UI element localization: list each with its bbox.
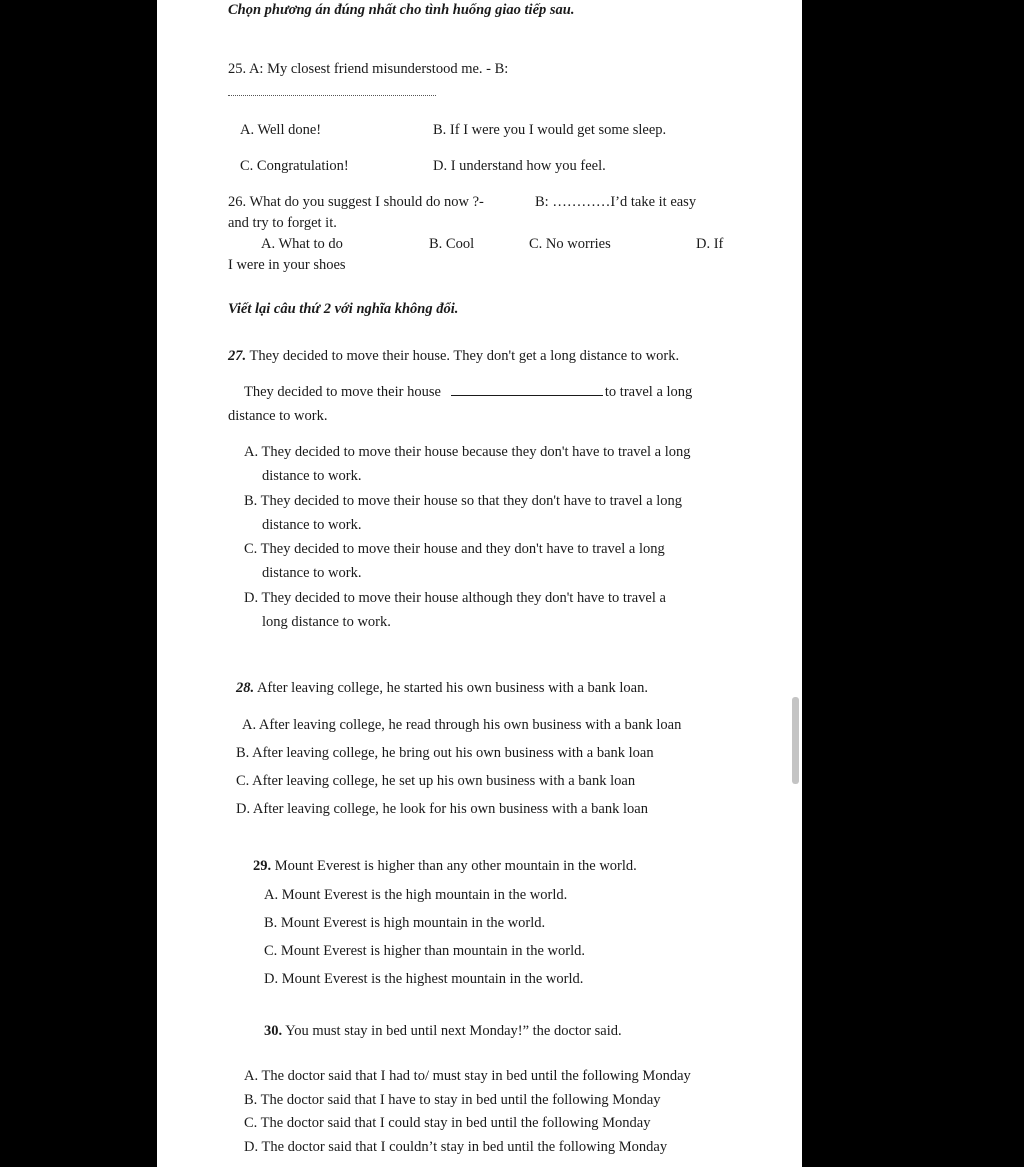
q30-option-a: A. The doctor said that I had to/ must stay in bed until the following Monday [244,1068,691,1084]
q26-stem-b: B: …………I’d take it easy [535,194,697,210]
q30-stem: You must stay in bed until next Monday!” the doctor said. [285,1023,622,1039]
q25-option-c: C. Congratulation! [240,158,349,174]
q27-option-b-cont: distance to work. [262,517,362,533]
q27-stem-line [228,347,679,365]
q28-stem: After leaving college, he started his own business with a bank loan. [256,680,648,696]
q26-option-b: B. Cool [429,236,475,252]
q27-option-b: B. They decided to move their house so that they don't have to travel a long [244,493,683,509]
q26-option-d: D. If [696,236,724,252]
q27-option-a: A. They decided to move their house because they don't have to travel a long [244,444,691,460]
q26-stem: 26. What do you suggest I should do now ?- [228,194,484,210]
q28-option-a: A. After leaving college, he read through his own business with a bank loan [242,717,682,733]
q30-number: 30. [264,1023,283,1039]
q29-stem-line [253,857,637,875]
q26-stem-cont: and try to forget it. [228,215,337,231]
q28-stem-line [236,679,648,697]
q30-stem-line [264,1022,622,1040]
q25-option-b: B. If I were you I would get some sleep. [433,122,667,138]
q29-stem: Mount Everest is higher than any other mountain in the world. [274,858,637,874]
q25-stem: 25. A: My closest friend misunderstood me. - B: [228,61,509,77]
q25-answer-dotted-line [228,94,436,96]
document-page [157,0,802,1167]
q28-option-b: B. After leaving college, he bring out his own business with a bank loan [236,745,654,761]
q29-option-d: D. Mount Everest is the highest mountain in the world. [264,971,584,987]
q28-option-c: C. After leaving college, he set up his own business with a bank loan [236,773,636,789]
q25-option-d: D. I understand how you feel. [433,158,606,174]
q26-option-a: A. What to do [261,236,343,252]
section-heading-dialogue: Chọn phương án đúng nhất cho tình huống giao tiếp sau. [228,2,575,18]
q27-rewrite-end: to travel a long [604,384,693,400]
q27-stem: They decided to move their house. They don't get a long distance to work. [249,348,680,364]
q27-rewrite-line [244,383,692,401]
q27-number: 27. [228,348,247,364]
q28-number: 28. [236,680,255,696]
q29-option-c: C. Mount Everest is higher than mountain in the world. [264,943,585,959]
q27-option-d: D. They decided to move their house although they don't have to travel a [244,590,666,606]
q26-option-d-cont: I were in your shoes [228,257,346,273]
q27-option-c: C. They decided to move their house and they don't have to travel a long [244,541,665,557]
q27-rewrite-start: They decided to move their house [244,384,441,400]
vertical-scrollbar-thumb[interactable] [792,697,799,784]
q29-option-a: A. Mount Everest is the high mountain in the world. [264,887,568,903]
q28-option-d: D. After leaving college, he look for his own business with a bank loan [236,801,648,817]
q27-rewrite-cont: distance to work. [228,408,328,424]
q27-answer-blank [451,394,603,396]
q27-option-c-cont: distance to work. [262,565,362,581]
q29-option-b: B. Mount Everest is high mountain in the world. [264,915,546,931]
q25-option-a: A. Well done! [240,122,322,138]
q30-option-b: B. The doctor said that I have to stay in bed until the following Monday [244,1092,661,1108]
section-heading-rewrite: Viết lại câu thứ 2 với nghĩa không đổi. [228,301,459,317]
q27-option-a-cont: distance to work. [262,468,362,484]
q27-option-d-cont: long distance to work. [262,614,391,630]
q30-option-c: C. The doctor said that I could stay in bed until the following Monday [244,1115,651,1131]
q30-option-d: D. The doctor said that I couldn’t stay in bed until the following Monday [244,1139,668,1155]
q26-option-c: C. No worries [529,236,611,252]
q29-number: 29. [253,858,272,874]
